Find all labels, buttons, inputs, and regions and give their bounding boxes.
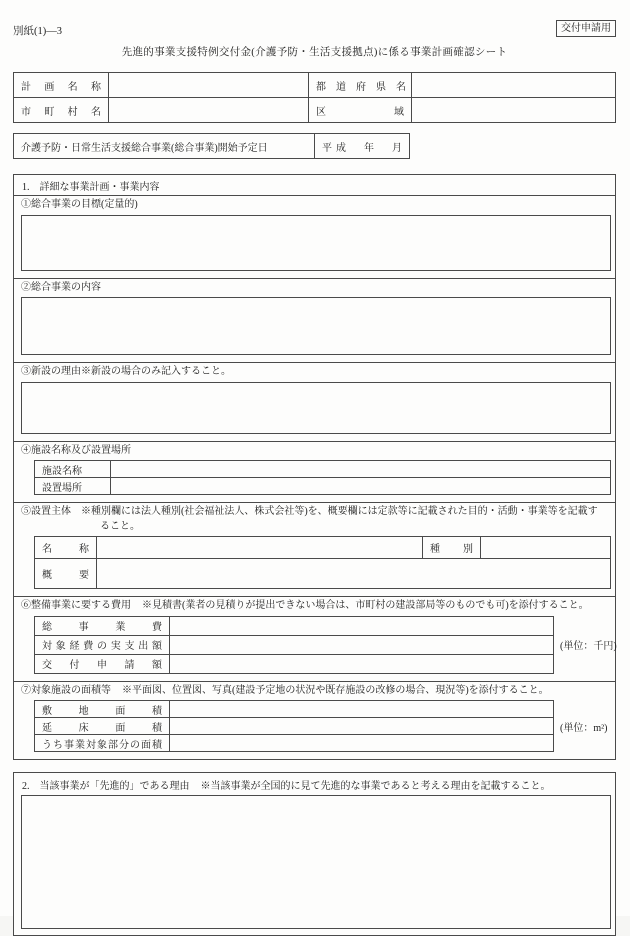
prefecture-field[interactable] bbox=[412, 73, 616, 98]
installer-summary-label: 概 要 bbox=[35, 559, 97, 589]
section-2 bbox=[13, 772, 616, 936]
prefecture-label: 都 道 府 県 名 bbox=[309, 73, 412, 98]
table-row bbox=[35, 537, 611, 559]
area-section-label bbox=[21, 682, 611, 701]
installer-summary-field[interactable] bbox=[97, 559, 611, 589]
facility-section-label: ④施設名称及び設置場所 bbox=[21, 444, 131, 456]
content-label: ②総合事業の内容 bbox=[21, 281, 101, 293]
subsection-5-installer bbox=[14, 502, 615, 596]
start-date-table bbox=[13, 133, 410, 159]
total-cost-label: 総 事 業 費 bbox=[35, 616, 170, 635]
table-row bbox=[35, 701, 554, 718]
content-field[interactable] bbox=[21, 297, 611, 355]
area-note: ※平面図、位置図、写真(建設予定地の状況や既存施設の改修の場合、現況等)を添付すること。 bbox=[122, 684, 549, 696]
installer-type-field[interactable] bbox=[481, 537, 611, 559]
installer-section-label bbox=[21, 503, 611, 536]
table-row bbox=[14, 134, 410, 159]
facility-table bbox=[34, 460, 611, 495]
section-1 bbox=[13, 174, 616, 760]
installer-name-label: 名 称 bbox=[35, 537, 97, 559]
total-cost-field[interactable] bbox=[170, 616, 554, 635]
advanced-reason-note: ※当該事業が全国的に見て先進的な事業であると考える理由を記載すること。 bbox=[200, 781, 551, 792]
table-row bbox=[35, 635, 554, 654]
cost-table bbox=[34, 616, 554, 674]
table-row bbox=[35, 616, 554, 635]
section-1-heading: 1. 詳細な事業計画・事業内容 bbox=[14, 175, 615, 196]
cost-note: ※見積書(業者の見積りが提出できない場合は、市町村の建設部局等のものでも可)を添付すること。 bbox=[142, 600, 589, 611]
location-label: 設置場所 bbox=[35, 478, 111, 495]
subsection-3-new-reason bbox=[14, 362, 615, 441]
new-reason-label: ③新設の理由※新設の場合のみ記入すること。 bbox=[21, 366, 231, 377]
grant-request-field[interactable] bbox=[170, 654, 554, 673]
facility-name-label: 施設名称 bbox=[35, 461, 111, 478]
start-date-label: 介護予防・日常生活支援総合事業(総合事業)開始予定日 bbox=[14, 134, 315, 159]
application-use-stamp: 交付申請用 bbox=[556, 20, 616, 37]
page-title: 先進的事業支援特例交付金(介護予防・生活支援拠点)に係る事業計画確認シート bbox=[121, 47, 508, 58]
table-row bbox=[35, 461, 611, 478]
table-row bbox=[35, 559, 611, 589]
district-label: 区 域 bbox=[309, 98, 412, 123]
goal-field[interactable] bbox=[21, 215, 611, 271]
new-reason-field[interactable] bbox=[21, 382, 611, 434]
table-row bbox=[14, 98, 616, 123]
installer-note-line1: ※種別欄には法人種別(社会福祉法人、株式会社等)を、概要欄には定款等に記載された目的・活動・事業等を記載す bbox=[81, 506, 598, 517]
municipality-field[interactable] bbox=[109, 98, 309, 123]
grant-request-label: 交 付 申 請 額 bbox=[35, 654, 170, 673]
installer-type-label: 種 別 bbox=[423, 537, 481, 559]
target-portion-area-field[interactable] bbox=[170, 735, 554, 752]
actual-expense-field[interactable] bbox=[170, 635, 554, 654]
facility-name-field[interactable] bbox=[111, 461, 611, 478]
floor-area-field[interactable] bbox=[170, 718, 554, 735]
start-date-field[interactable]: 平成 年 月 bbox=[315, 134, 410, 159]
location-field[interactable] bbox=[111, 478, 611, 495]
header-table bbox=[13, 72, 616, 123]
district-field[interactable] bbox=[412, 98, 616, 123]
table-row bbox=[35, 718, 554, 735]
top-row bbox=[13, 20, 616, 40]
attachment-number-label: 別紙(1)―3 bbox=[13, 26, 62, 37]
cost-label: ⑥整備事業に要する費用 bbox=[21, 600, 131, 611]
subsection-6-cost bbox=[14, 596, 615, 681]
subsection-4-facility bbox=[14, 441, 615, 503]
cost-section-label bbox=[21, 597, 611, 616]
area-unit-label: (単位：m²) bbox=[560, 722, 608, 734]
table-row bbox=[35, 735, 554, 752]
table-row bbox=[35, 654, 554, 673]
subsection-7-area bbox=[14, 681, 615, 760]
cost-unit-label: (単位：千円) bbox=[560, 641, 617, 652]
actual-expense-label: 対象経費の実支出額 bbox=[35, 635, 170, 654]
section-2-heading bbox=[14, 773, 615, 795]
subsection-2-content bbox=[14, 278, 615, 363]
installer-note-line2: ること。 bbox=[100, 520, 140, 532]
plan-name-field[interactable] bbox=[109, 73, 309, 98]
goal-label: ①総合事業の目標(定量的) bbox=[21, 199, 138, 210]
municipality-label: 市 町 村 名 bbox=[14, 98, 109, 123]
table-row bbox=[35, 478, 611, 495]
target-portion-area-label: うち事業対象部分の面積 bbox=[35, 735, 170, 752]
area-label: ⑦対象施設の面積等 bbox=[21, 684, 111, 696]
floor-area-label: 延 床 面 積 bbox=[35, 718, 170, 735]
site-area-field[interactable] bbox=[170, 701, 554, 718]
table-row bbox=[14, 73, 616, 98]
installer-name-field[interactable] bbox=[97, 537, 423, 559]
site-area-label: 敷 地 面 積 bbox=[35, 701, 170, 718]
installer-table bbox=[34, 536, 611, 589]
subsection-1-goal bbox=[14, 196, 615, 278]
plan-name-label: 計 画 名 称 bbox=[14, 73, 109, 98]
advanced-reason-field[interactable] bbox=[21, 795, 611, 929]
advanced-reason-label: 2. 当該事業が「先進的」である理由 bbox=[22, 781, 190, 792]
area-table bbox=[34, 700, 554, 752]
installer-label: ⑤設置主体 bbox=[21, 506, 71, 517]
